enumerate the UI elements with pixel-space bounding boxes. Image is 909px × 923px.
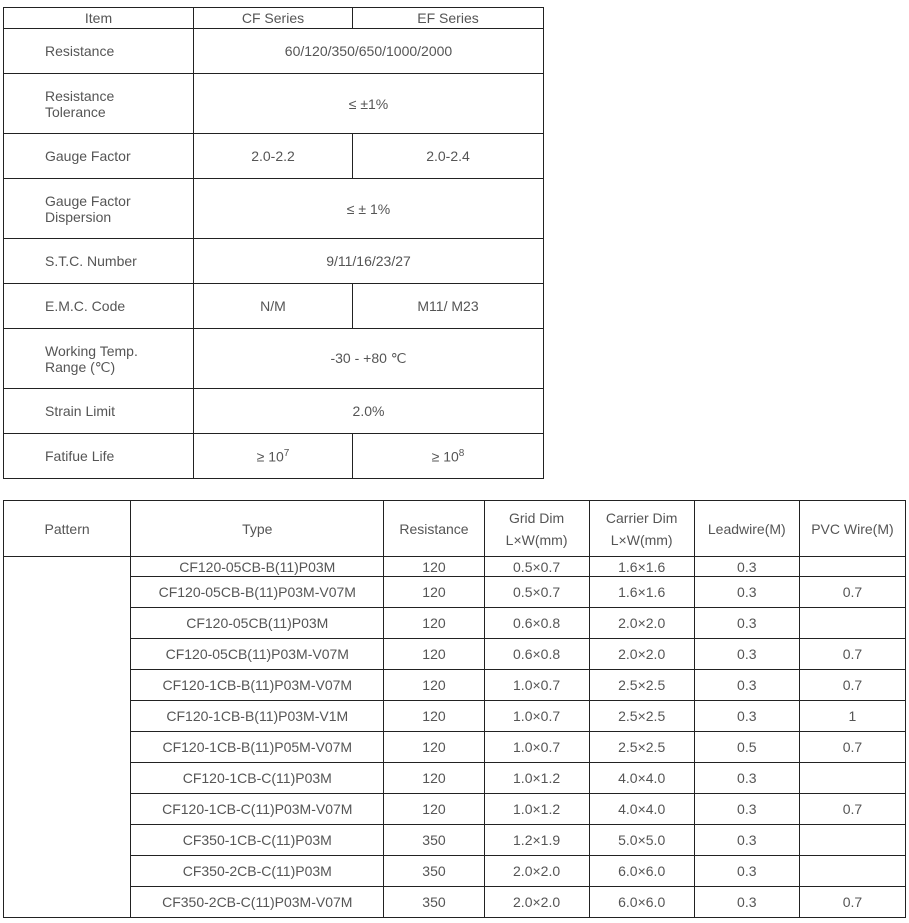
grid-dim-cell: 0.6×0.8 xyxy=(484,639,589,670)
header-item: Item xyxy=(4,8,194,29)
gauge-factor-dispersion-value: ≤ ± 1% xyxy=(194,179,544,239)
carrier-dim-cell: 6.0×6.0 xyxy=(589,887,694,918)
grid-dim-cell: 1.0×0.7 xyxy=(484,701,589,732)
type-table xyxy=(3,500,906,918)
carrier-dim-cell: 1.6×1.6 xyxy=(589,577,694,608)
carrier-dim-cell: 2.5×2.5 xyxy=(589,670,694,701)
pvc-wire-cell: 0.7 xyxy=(799,670,905,701)
grid-dim-cell: 2.0×2.0 xyxy=(484,887,589,918)
table-row xyxy=(4,732,906,763)
pvc-wire-cell xyxy=(799,763,905,794)
resistance-value: 60/120/350/650/1000/2000 xyxy=(194,29,544,74)
strain-limit-value: 2.0% xyxy=(194,389,544,434)
spec-row-strain-limit xyxy=(4,389,544,434)
strain-limit-label: Strain Limit xyxy=(4,389,194,434)
leadwire-cell: 0.3 xyxy=(694,856,799,887)
resistance-cell: 350 xyxy=(384,825,484,856)
pvc-wire-cell: 1 xyxy=(799,701,905,732)
spec-row-gauge-factor-dispersion xyxy=(4,179,544,239)
pvc-wire-cell xyxy=(799,825,905,856)
leadwire-cell: 0.3 xyxy=(694,670,799,701)
resistance-cell: 120 xyxy=(384,670,484,701)
resistance-tolerance-label-line-2: Tolerance xyxy=(45,103,106,120)
resistance-cell: 350 xyxy=(384,887,484,918)
header-carrier-dim xyxy=(589,501,694,557)
table-row xyxy=(4,887,906,918)
carrier-dim-cell: 4.0×4.0 xyxy=(589,794,694,825)
carrier-dim-cell: 2.0×2.0 xyxy=(589,608,694,639)
header-grid-dim xyxy=(484,501,589,557)
working-temp-value: -30 - +80 ℃ xyxy=(194,329,544,389)
resistance-label: Resistance xyxy=(4,29,194,74)
resistance-cell: 120 xyxy=(384,794,484,825)
gauge-factor-dispersion-label-line-1: Gauge Factor xyxy=(45,192,131,209)
grid-dim-cell: 1.0×1.2 xyxy=(484,794,589,825)
fatigue-life-ef xyxy=(353,434,544,479)
resistance-tolerance-label-line-1: Resistance xyxy=(45,87,115,104)
resistance-tolerance-label xyxy=(4,74,194,134)
table-row xyxy=(4,825,906,856)
type-cell: CF120-05CB-B(11)P03M xyxy=(131,557,384,577)
header-leadwire: Leadwire(M) xyxy=(694,501,799,557)
type-cell: CF120-1CB-B(11)P03M-V1M xyxy=(131,701,384,732)
pvc-wire-cell xyxy=(799,856,905,887)
spec-row-working-temp xyxy=(4,329,544,389)
gauge-factor-cf: 2.0-2.2 xyxy=(194,134,353,179)
gauge-factor-dispersion-label xyxy=(4,179,194,239)
header-pattern: Pattern xyxy=(4,501,131,557)
grid-dim-cell: 0.5×0.7 xyxy=(484,557,589,577)
spec-header-row xyxy=(4,8,544,29)
gauge-factor-label: Gauge Factor xyxy=(4,134,194,179)
grid-dim-cell: 1.0×0.7 xyxy=(484,670,589,701)
grid-dim-cell: 0.5×0.7 xyxy=(484,577,589,608)
resistance-cell: 120 xyxy=(384,763,484,794)
pvc-wire-cell: 0.7 xyxy=(799,732,905,763)
leadwire-cell: 0.3 xyxy=(694,608,799,639)
leadwire-cell: 0.3 xyxy=(694,577,799,608)
leadwire-cell: 0.3 xyxy=(694,825,799,856)
pvc-wire-cell: 0.7 xyxy=(799,794,905,825)
fatigue-life-label: Fatifue Life xyxy=(4,434,194,479)
leadwire-cell: 0.3 xyxy=(694,639,799,670)
header-grid-dim-line-2: L×W(mm) xyxy=(505,531,568,548)
leadwire-cell: 0.3 xyxy=(694,701,799,732)
spec-row-stc-number xyxy=(4,239,544,284)
leadwire-cell: 0.3 xyxy=(694,794,799,825)
type-cell: CF120-1CB-B(11)P05M-V07M xyxy=(131,732,384,763)
table-row xyxy=(4,639,906,670)
carrier-dim-cell: 2.0×2.0 xyxy=(589,639,694,670)
grid-dim-cell: 1.0×1.2 xyxy=(484,763,589,794)
carrier-dim-cell: 1.6×1.6 xyxy=(589,557,694,577)
leadwire-cell: 0.5 xyxy=(694,732,799,763)
carrier-dim-cell: 6.0×6.0 xyxy=(589,856,694,887)
header-grid-dim-line-1: Grid Dim xyxy=(508,509,565,526)
grid-dim-cell: 1.2×1.9 xyxy=(484,825,589,856)
carrier-dim-cell: 2.5×2.5 xyxy=(589,701,694,732)
type-cell: CF120-05CB(11)P03M xyxy=(131,608,384,639)
header-pvc-wire: PVC Wire(M) xyxy=(799,501,905,557)
table-row xyxy=(4,557,906,577)
resistance-cell: 120 xyxy=(384,577,484,608)
type-cell: CF120-1CB-C(11)P03M-V07M xyxy=(131,794,384,825)
table-row xyxy=(4,577,906,608)
fatigue-life-ef-base: ≥ 10 xyxy=(431,448,459,465)
table-row xyxy=(4,763,906,794)
spec-row-fatigue-life xyxy=(4,434,544,479)
stc-number-value: 9/11/16/23/27 xyxy=(194,239,544,284)
header-carrier-dim-line-1: Carrier Dim xyxy=(605,509,678,526)
type-cell: CF350-1CB-C(11)P03M xyxy=(131,825,384,856)
fatigue-life-ef-exponent: 8 xyxy=(458,447,465,459)
spec-table xyxy=(3,7,544,479)
resistance-cell: 120 xyxy=(384,732,484,763)
leadwire-cell: 0.3 xyxy=(694,557,799,577)
pattern-cell xyxy=(4,557,131,918)
resistance-cell: 120 xyxy=(384,701,484,732)
carrier-dim-cell: 5.0×5.0 xyxy=(589,825,694,856)
resistance-cell: 120 xyxy=(384,639,484,670)
spec-row-emc-code xyxy=(4,284,544,329)
header-cf-series: CF Series xyxy=(194,8,353,29)
carrier-dim-cell: 4.0×4.0 xyxy=(589,763,694,794)
grid-dim-cell: 0.6×0.8 xyxy=(484,608,589,639)
stc-number-label: S.T.C. Number xyxy=(4,239,194,284)
spec-row-resistance xyxy=(4,29,544,74)
gauge-factor-ef: 2.0-2.4 xyxy=(353,134,544,179)
table-row xyxy=(4,794,906,825)
type-cell: CF350-2CB-C(11)P03M-V07M xyxy=(131,887,384,918)
pvc-wire-cell: 0.7 xyxy=(799,577,905,608)
spec-row-resistance-tolerance xyxy=(4,74,544,134)
resistance-cell: 120 xyxy=(384,557,484,577)
pvc-wire-cell: 0.7 xyxy=(799,639,905,670)
emc-code-label: E.M.C. Code xyxy=(4,284,194,329)
working-temp-label-line-2: Range (℃) xyxy=(45,358,116,375)
leadwire-cell: 0.3 xyxy=(694,887,799,918)
resistance-cell: 120 xyxy=(384,608,484,639)
emc-code-ef: M11/ M23 xyxy=(353,284,544,329)
resistance-tolerance-value: ≤ ±1% xyxy=(194,74,544,134)
table-row xyxy=(4,670,906,701)
emc-code-cf: N/M xyxy=(194,284,353,329)
header-carrier-dim-line-2: L×W(mm) xyxy=(610,531,673,548)
working-temp-label xyxy=(4,329,194,389)
type-cell: CF120-05CB(11)P03M-V07M xyxy=(131,639,384,670)
gauge-factor-dispersion-label-line-2: Dispersion xyxy=(45,208,112,225)
grid-dim-cell: 1.0×0.7 xyxy=(484,732,589,763)
type-cell: CF350-2CB-C(11)P03M xyxy=(131,856,384,887)
table-row xyxy=(4,701,906,732)
grid-dim-cell: 2.0×2.0 xyxy=(484,856,589,887)
type-cell: CF120-1CB-B(11)P03M-V07M xyxy=(131,670,384,701)
type-cell: CF120-1CB-C(11)P03M xyxy=(131,763,384,794)
fatigue-life-cf-exponent: 7 xyxy=(283,447,290,459)
table-row xyxy=(4,608,906,639)
resistance-cell: 350 xyxy=(384,856,484,887)
header-resistance: Resistance xyxy=(384,501,484,557)
pvc-wire-cell: 0.7 xyxy=(799,887,905,918)
carrier-dim-cell: 2.5×2.5 xyxy=(589,732,694,763)
fatigue-life-cf xyxy=(194,434,353,479)
type-cell: CF120-05CB-B(11)P03M-V07M xyxy=(131,577,384,608)
type-header-row xyxy=(4,501,906,557)
leadwire-cell: 0.3 xyxy=(694,763,799,794)
spec-row-gauge-factor xyxy=(4,134,544,179)
working-temp-label-line-1: Working Temp. xyxy=(45,342,138,359)
table-row xyxy=(4,856,906,887)
header-ef-series: EF Series xyxy=(353,8,544,29)
pvc-wire-cell xyxy=(799,557,905,577)
fatigue-life-cf-base: ≥ 10 xyxy=(256,448,284,465)
header-type: Type xyxy=(131,501,384,557)
pvc-wire-cell xyxy=(799,608,905,639)
